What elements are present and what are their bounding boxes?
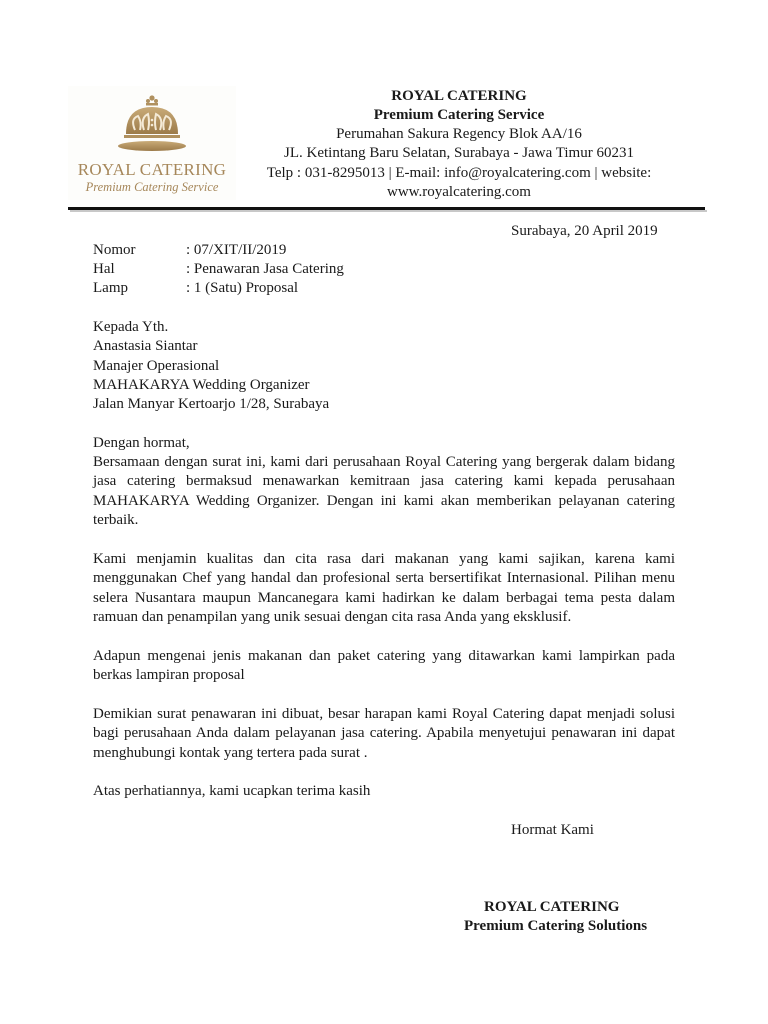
letterhead-address-line1: Perumahan Sakura Regency Blok AA/16 xyxy=(336,126,582,142)
logo-tagline: Premium Catering Service xyxy=(85,180,219,194)
company-logo xyxy=(68,86,236,200)
paragraph-line: Demikian surat penawaran ini dibuat, besar harapan kami Royal Catering dapat menjadi solusi xyxy=(93,706,675,722)
meta-label-nomor: Nomor xyxy=(93,242,136,258)
date-line: Surabaya, 20 April 2019 xyxy=(511,223,658,239)
recipient-name: Anastasia Siantar xyxy=(93,338,198,354)
logo-company-name: ROYAL CATERING xyxy=(77,160,227,179)
letterhead-website: www.royalcatering.com xyxy=(387,184,531,200)
recipient-address: Jalan Manyar Kertoarjo 1/28, Surabaya xyxy=(93,396,330,412)
signature-company: ROYAL CATERING xyxy=(484,899,620,915)
meta-label-lamp: Lamp xyxy=(93,280,128,296)
paragraph-line: ramuan dan penampilan yang unik sesuai dengan cita rasa Anda yang eksklusif. xyxy=(93,609,572,626)
greeting: Dengan hormat, xyxy=(93,435,190,451)
paragraph-line: Kami menjamin kualitas dan cita rasa dari makanan yang kami sajikan, karena kami xyxy=(93,551,675,567)
letterhead-company-name: ROYAL CATERING xyxy=(391,88,527,104)
meta-value-hal: : Penawaran Jasa Catering xyxy=(186,261,344,277)
body-paragraph-2 xyxy=(93,550,675,628)
body-paragraph-3 xyxy=(93,647,675,686)
paragraph-line: MAHAKARYA Wedding Organizer. Dengan ini kami akan memberikan pelayanan catering xyxy=(93,492,675,509)
recipient-company: MAHAKARYA Wedding Organizer xyxy=(93,377,310,393)
meta-value-lamp: : 1 (Satu) Proposal xyxy=(186,280,299,296)
letterhead-address-line2: JL. Ketintang Baru Selatan, Surabaya - Jawa Timur 60231 xyxy=(284,145,634,161)
letterhead-contact-line: Telp : 031-8295013 | E-mail: info@royalcatering.com | website: xyxy=(266,165,652,181)
crown-cloche-icon xyxy=(102,92,202,162)
recipient-salutation: Kepada Yth. xyxy=(93,319,169,335)
paragraph-line: selera Nusantara maupun Mancanegara kami hadirkan ke dalam berbagai tema pesta dalam xyxy=(93,589,675,606)
meta-value-nomor: : 07/XIT/II/2019 xyxy=(186,242,287,258)
letterhead-divider-shadow xyxy=(70,210,707,212)
letterhead-tagline: Premium Catering Service xyxy=(373,107,545,123)
paragraph-line: Bersamaan dengan surat ini, kami dari perusahaan Royal Catering yang bergerak dalam bidang xyxy=(93,454,675,470)
paragraph-line: bagi perusahaan Anda dalam pelayanan jasa catering. Apabila menyetujui penawaran ini dapat xyxy=(93,725,675,742)
paragraph-line: berkas lampiran proposal xyxy=(93,667,245,684)
meta-label-hal: Hal xyxy=(93,261,115,277)
body-paragraph-1 xyxy=(93,453,675,531)
paragraph-line: jasa catering bermaksud menawarkan kemitraan jasa catering kami kepada perusahaan xyxy=(93,473,675,490)
closing-line: Atas perhatiannya, kami ucapkan terima kasih xyxy=(93,783,371,799)
body-paragraph-4 xyxy=(93,705,675,763)
paragraph-line: Adapun mengenai jenis makanan dan paket catering yang ditawarkan kami lampirkan pada xyxy=(93,648,675,664)
paragraph-line: menggunakan Chef yang handal dan profesional serta bersertifikat Internasional. Pilihan menu xyxy=(93,570,675,587)
paragraph-line: menghubungi kontak yang tertera pada surat . xyxy=(93,744,368,761)
signature-tagline: Premium Catering Solutions xyxy=(464,918,648,934)
paragraph-line: terbaik. xyxy=(93,512,139,529)
recipient-position: Manajer Operasional xyxy=(93,358,220,374)
signature-valediction: Hormat Kami xyxy=(511,822,594,838)
